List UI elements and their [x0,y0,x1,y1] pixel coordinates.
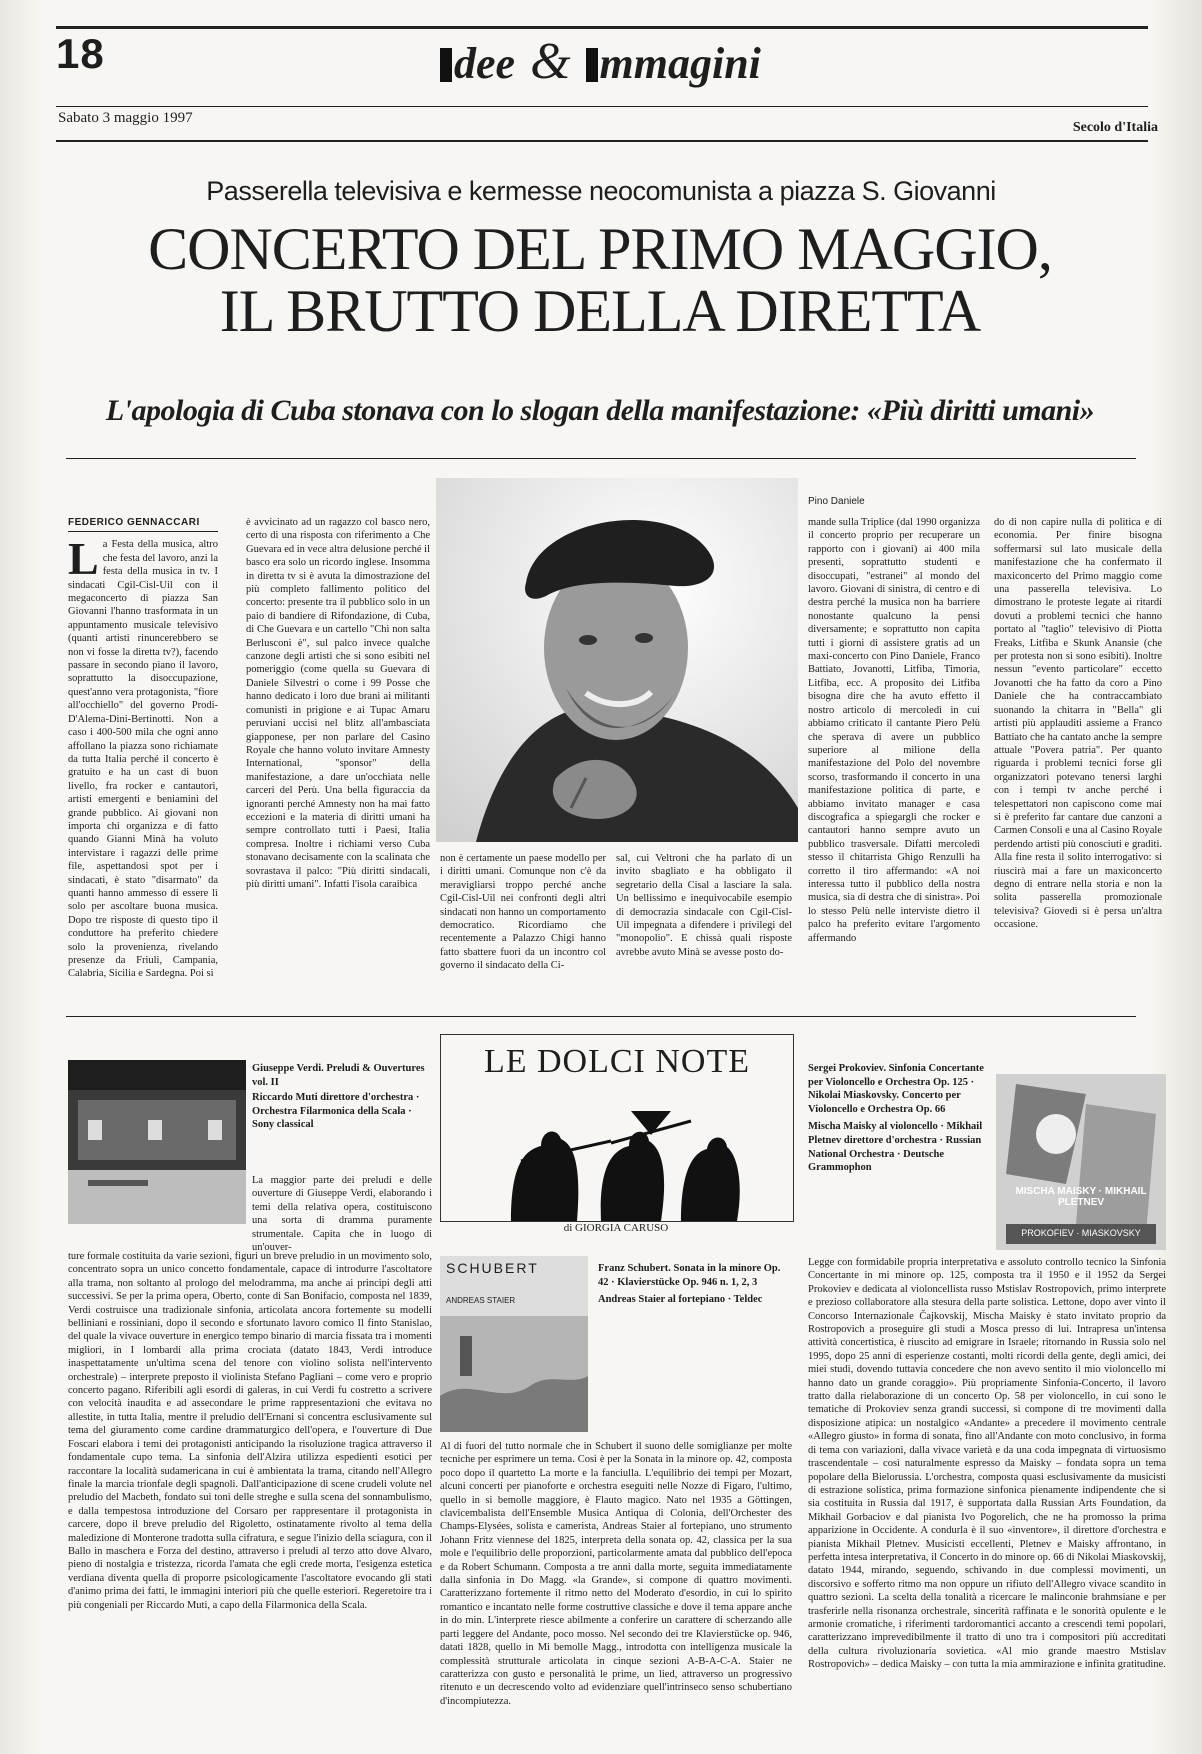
article-column-3 [440,852,606,986]
review-1-intro-text: La maggior parte dei preludi e delle ouverture di Giuseppe Verdi, elaborando i temi della relativa opera, costituiscono una sorta di dramma puramente strumentale. Capita che in luogo di un'ouver- [252,1175,432,1254]
section-ampersand: & [530,33,571,90]
schubert-cd-title: SCHUBERT [446,1260,539,1276]
portrait-image [436,478,798,842]
review-2-title: Franz Schubert. Sonata in la minore Op. 42 · Klavierstücke Op. 946 n. 1, 2, 3 [598,1263,781,1288]
music-box-title: LE DOLCI NOTE [483,1043,751,1080]
section-suffix: mmagini [599,39,761,88]
headline-line-2: IL BRUTTO DELLA DIRETTA [219,278,981,344]
newspaper-name: Secolo d'Italia [1072,120,1158,135]
prokoviev-cd-subtitle: PROKOFIEV · MIASKOVSKY [1021,1228,1141,1238]
article-column-2 [246,516,430,986]
prokoviev-cover-art [996,1074,1166,1250]
review-2-body-text: Al di fuori del tutto normale che in Schubert il suono delle somiglianze per molte tecniche per esprimere un tema. Così è per la Sonata in la minore op. 42, composta poco dopo il quartetto La morte e la fanciulla. L'equilibrio dei tempi per Mozart, alcuni concerti per pianoforte e orchestra eseguiti nelle Nozze di Figaro, l'ultimo, quello in si bemolle maggiore, è Flauto magico. Nato nel 1935 a Göttingen, clavicembalista dell'Ensemble Musica Antiqua di Colonia, dell'Orchester des Champs-Elysées, solista e camerista, Andreas Staier al fortepiano, uno strumento Johann Fritz viennese del 1825, interpreta della sonata op. 42, classica per la sua mole e l'equilibrio delle proporzioni, particolarmente amata dal pubblico dell'epoca e da Robert Schumann. Composta a tre anni dalla morte, seguita immediatamente dalla sinfonia in Do Magg. «la Grande», si compone di quattro movimenti. Caratterizzano fortemente il ritmo netto del Moderato d'esordio, in cui lo spirito romantico e incantato nelle forme costruttive classiche e dove il tema appare anche in do min. L'interprete riesce abilmente a conferire un carattere di scherzando alle parti leggere del Andante, poco mosso. Nel secondo dei tre Klavierstücke op. 946, datati 1828, quello in Mi bemolle Magg., introdotta con intelligenza musicale la complessità strutturale articolata in cinque sezioni A-B-A-C-A. Staier ne caratterizza con gusto e personalità le prime, un lied, attraverso un progressivo ritenuto e un decrescendo volto ad evidenziare quell'intrinseco senso schubertiano d'incompiutezza. [440,1441,792,1707]
article-column-4 [616,852,792,986]
column-1-text: a Festa della musica, altro che festa del lavoro, anzi la festa della musica in tv. I sindacati Cgil-Cisl-Uil con il megaconcerto di piazza San Giovanni l'hanno trasformata in un appuntamento musicale televisivo (quanti artisti rinuncerebbero se non vi fosse la diretta tv?), facendo passare in secondo piano il lavoro, soprattutto la disoccupazione, quest'anno vera protagonista, "fiore all'occhiello" del governo Prodi-D'Alema-Dini-Bertinotti. Non a caso i 400-500 mila che ogni anno affollano la piazza sono richiamate da tutta Italia perché il concerto è gratuito e ha un cast di buon livello, fra rocker e cantautori, artisti emergenti e beniamini del grande pubblico. Ai giovani non importa chi organizza e di fatto quando Gianni Minà ha voluto intervistare i ragazzi delle prime file, aspettandosi spot per i sindacati, è stato "disarmato" da quanti hanno ammesso di essere lì solo per ascoltare buona musica. Dopo tre risposte di questo tipo il conduttore ha preferito chiedere solo la provenienza, rivelando presenze da Friuli, Campania, Calabria, Sicilia e Sardegna. Poi si [68,539,218,980]
article-column-5 [808,516,980,986]
photo-caption: Pino Daniele [808,496,865,507]
column-6-text: do di non capire nulla di politica e di economia. Per finire bisogna soffermarsi sul lato musicale della manifestazione che ha confermato il maxiconcerto del Primo maggio come una passerella televisiva. Lo dimostrano le proteste legate ai ritardi dovuti a problemi tecnici che hanno portato al "taglio" televisivo di Piotta Freaks, Litfiba e Skunk Anansie (che per protesta non si sono esibiti). Inoltre nessun "evento particolare" eccetto Jovanotti che ha fatto da coro a Pino Daniele che ha contraccambiato suonando la chitarra in "Bella" gli artisti più applauditi assieme a Franco Battiato che ha cantato anche la sempre attuale "Povera patria". Per quanto riguarda i problemi tecnici forse gli organizzatori potevano tenersi larghi con i tempi tv anche perché i telespettatori non capiscono come mai si è preferito far cantare due canzoni a Carmen Consoli e una al Casino Royale perdendo artisti più conosciuti e graditi. Alla fine resta il solito interrogativo: si riuscirà mai a fare un maxiconcerto degno di entrare nella storia e non la solita passerella promozionale televisiva? Giovedì si è persa un'altra occasione. [994,517,1162,931]
music-box [440,1034,794,1222]
pino-daniele-photo [436,478,798,842]
review-3-body-text: Legge con formidabile propria interpretativa e assoluto controllo tecnico la Sinfonia Concertante in mi minore op. 125, composta tra il 1950 e il 1952 da Sergei Prokoviev e dedicata al violoncellista russo Mstislav Rostropovich, primo interprete e prezioso collaboratore alla stesura della parte solistica. Lettone, dopo aver vinto il Concorso Internazionale Čajkovskij, Mischa Maisky è stato invitato proprio da Rostropovich a proseguire gli studi a Mosca presso di lui. Intrapresa un'intensa attività concertistica, è riuscito ad emigrare in Israele; ritornando in Russia solo nel 1995, dopo 25 anni di esperienze costanti, molti ricordi della gente, degli amici, dei miei studi, dovendo tuttavia concedere che non avevo sentito il mio violoncello mi hanno dato un grande coraggio». Più propriamente Sinfonia-Concerto, il lavoro tratto dalla rielaborazione di un concerto Op. 58 per violoncello, in cui sono le tematiche di Prokoviev senza grandi successi, si compone di tre movimenti dalla disposizione atipica: un nostalgico «Andante» a precedere il movimento centrale «Allegro giusto» in forma di sonata, fino all'Andante con moto conclusivo, in forma di tema con variazioni, dalla vivace varietà e da una coda impegnata di virtuosismo trascendentale – così naturalmente espresso da Maisky – fondata sopra un tema popolare della Bielorussia. L'orchestra, composta quasi esclusivamente da musicisti di estrazione solistica, prima formazione sinfonica pienamente indipendente che si sia costituita in Russia dal 1917, è supportata dalla Russian Arts Foundation, da Mikhail Gorbaciov e dal pianista Ivo Pogorelich, che ne ha promosso la prima apparizione in Occidente. A condurla è il suo «inventore», il direttore d'orchestra e pianista Mikhail Pletnev. Musicisti eccellenti, Pletnev e Maisky affrontano, in perfetta intesa interpretativa, il Concerto in do minore op. 66 di Nikolai Miaskovskij, datato 1944, mirando, seguendo, schivando in due complessi movimenti, un discorsivo e sofferto ritmo ma non oppure un rifiuto dell'Allegro vivace scandito in quattro sezioni. La scelta della tonalità a ricercare le malinconie brahmsiane e per trasferirle nella risonanza orchestrale, sincerità raffinata e le sonorità opulente e le armonie cromatiche, i riferimenti tardoromantici accanto a crescendi temi popolari, caratterizzano imprevedibilmente il tratto di uno tra i compositori più accreditati della cultura rivoluzionaria sovietica. «Al mio grande maestro Mstislav Rostropovich» – dedica Maisky – con tutta la mia ammirazione e infinita gratitudine. [808,1257,1166,1671]
music-box-author: di GIORGIA CARUSO [563,1222,669,1234]
masthead-rule-2 [56,140,1148,142]
article-kicker: Passerella televisiva e kermesse neocomunista a piazza S. Giovanni [206,176,996,206]
issue-date: Sabato 3 maggio 1997 [58,110,193,126]
review-2-intro [598,1354,792,1432]
subhead-rule [66,458,1136,459]
review-1-header [252,1062,432,1132]
column-3-text: non è certamente un paese modello per i diritti umani. Comunque non c'è da meravigliarsi troppo perché anche Cgil-Cisl-Uil nei confronti degli altri sindacati non hanno un comportamento democratico. Ricordiamo che recentemente a Palazzo Chigi hanno fatto sbattere fuori da un incontro col governo il sindacato della Ci- [440,853,606,972]
review-3-credits: Mischa Maisky al violoncello · Mikhail Pletnev direttore d'orchestra · Russian National Orchestra · Deutsche Grammophon [808,1121,983,1174]
section-divider [66,1016,1136,1017]
verdi-cover-art [68,1060,246,1224]
article-byline: FEDERICO GENNACCARI [68,516,218,532]
column-5-text: mande sulla Triplice (dal 1990 organizza il concerto proprio per recuperare un rapporto con i giovani) ai 400 mila presenti, soprattutto studenti e disoccupati, "estranei" al mondo del lavoro. Giovani di sinistra, di centro e di destra perché la musica non ha barriere nonostante qualcuno la pensi diversamente; e soprattutto non capita tutti i giorni di assistere gratis ad un maxi-concerto con Pino Daniele, Franco Battiato, Jovanotti, Litfiba, Timoria, Litfiba, ecc. A proposito dei Litfiba bisogna dire che ha avuto effetto il nostro articolo di mercoledì in cui abbiamo criticato il cantante Piero Pelù che sperava di avere un pubblico superiore al milione della manifestazione del Polo del novembre scorso, trasformando il concerto in una manifestazione politica di parte, e abbiamo invitato manager e casa discografica a spiegargli che rocker e cantautori hanno sempre avuto un pubblico trasversale. Difatti mercoledì stesso il chitarrista Ghigo Renzulli ha corretto il tiro affermando: «A noi interessa tutto il pubblico della nostra musica, sia di destra che di sinistra». Poi lo stesso Pelù nelle interviste dietro il palco ha preferito evitare l'argomento affermando [808,517,980,944]
violinists-silhouette [481,1091,761,1221]
section-initial-bar [440,48,452,82]
verdi-cd-cover [68,1060,246,1224]
top-rule [56,26,1148,29]
column-4-text: sal, cui Veltroni che ha parlato di un invito sbagliato e ha obbligato il segretario della Cisal a lasciare la sala. Un bellissimo e inequivocabile esempio di democrazia sindacale con Cgil-Cisl-Uil impegnata a difendere i privilegi del "monopolio". E chissà quali risposte avrebbe avuto Minà se avesse posto do- [616,853,792,958]
article-column-6 [994,516,1162,986]
review-3-header [808,1062,984,1175]
review-1-body-text: ture formale costituita da varie sezioni, figuri un breve preludio in un movimento solo, concentrato sopra un unico concetto fondamentale, capace di introdurre l'ascoltatore alla trama, non soltanto al prologo del melodramma, ma anche ai principi degli atti successivi. Se per la prima opera, Oberto, conte di San Bonifacio, composta nel 1839, Verdi costruisce una tradizionale sinfonia, articolata ancora fortemente su modelli belliniani e rossiniani, dopo il secondo e sfortunato lavoro comico Il finto Stanislao, del quale la vivace ouverture in energico tempo binario di marcia fissata tra i momenti migliori, in I lombardi alla prima crociata (datato 1843, Verdi introduce inaspettatamente un'ultima scena del tenore con violino solista nell'intervento orchestrale) – interprete preposto il violinista Stefano Pagliani – come vero e proprio concerto pagano. Riferibili agli esordi di galeras, in cui Verdi fu costretto a scrivere con velocità inaudita e ad assecondare le prime rappresentazioni che evitava no allestite, in tutta Italia, mentre il preludio dell'Ernani si concentra esclusivamente sul tema del giuramento come cardine drammaturgico dell'opera, e l'ouverture di Due Foscari elabora i temi dei protagonisti anticipando la risoluzione tragica attraverso il fondamentale cupo tema. La sinfonia dell'Alzira utilizza espedienti esotici per raccontare la località sudamericana in cui è ambientata la trama, citando nell'Allegro finale la marcia trionfale degli spagnoli. Dall'anticipazione di scene crudeli volute nel preludio del Macbeth, fondato sui toni delle streghe e sulla scena del sonnambulismo, e dalla tempestosa introduzione del Corsaro per rappresentare il protagonista in carcere, dopo il breve preludio del Rigoletto, ostinatamente rivolto al tema della maledizione di Monterone tradotta sulla cifratura, e segue l'inizio della sciagura, con il Ballo in maschera e Forza del destino, attraverso i preludi al terzo atto dove Alvaro, pieno di nostalgia e tristezza, ricorda l'amata che egli crede morta, l'esigenza estetica verdiana diventa quella di proporre psicologicamente l'ascoltatore evocando gli stati d'animo prima dei fatti, le immagini interiori più che quelle esteriori. Regeretoire tra i più congeniali per Riccardo Muti, a capo della Filarmonica della Scala. [68,1251,432,1611]
review-1-title: Giuseppe Verdi. Preludi & Ouvertures vol. II [252,1063,425,1088]
review-2-credits: Andreas Staier al fortepiano · Teldec [598,1294,763,1306]
prokoviev-cd-title: MISCHA MAISKY · MIKHAIL PLETNEV [1015,1186,1147,1208]
review-3-body [808,1256,1166,1710]
headline-line-1: CONCERTO DEL PRIMO MAGGIO, [148,216,1052,282]
column-2-text: è avvicinato ad un ragazzo col basco nero, certo di una risposta con riferimento a Che Guevara ed in vece altra delusione perché il basco era solo un ricordo inglese. Insomma in diretta tv si è avuta la dimostrazione del più completo fallimento politico del concerto: presente tra il pubblico solo in un paio di bandiere di Rifondazione, di Cuba, di Che Guevara e un cartello "Chi non salta Berlusconi è", sul palco invece qualche canzone degli artisti che si sono esibiti nel pomeriggio (come quella su Guevara di Daniele Silvestri o come i 99 Posse che hanno dedicato i loro due brani ai militanti comunisti in prigione e ai Tupac Amaru peruviani uccisi nel blitz all'ambasciata giapponese, per non parlare del Casino Royale che hanno voluto invitare Amnesty International, "sponsor" della manifestazione, a dare un'occhiata nelle carceri del Perù. Una bella figuraccia da ignoranti perché Amnesty non ha mai fatto eccezioni e la materia di diritti umani ha sempre controllato tutti i Paesi, Italia compresa. Inoltre i richiami verso Cuba stonavano decisamente con la scalinata che sovrastava il palco: "Più diritti sindacali, più diritti umani". Infatti l'isola caraibica [246,517,430,890]
article-column-1 [68,516,218,986]
article-headline [40,218,1160,342]
review-2-body [440,1440,792,1710]
review-1-intro [252,1174,432,1254]
prokoviev-cd-cover [996,1074,1166,1250]
review-2-header [598,1262,792,1307]
section-prefix: dee [454,39,516,88]
schubert-cd-artist: ANDREAS STAIER [446,1296,516,1305]
schubert-cover-art [440,1316,588,1432]
article-subhead: L'apologia di Cuba stonava con lo slogan della manifestazione: «Più diritti umani» [105,394,1095,427]
drop-cap: L [68,533,99,585]
section-title [440,32,761,91]
masthead-rule-1 [56,106,1148,107]
review-1-credits: Riccardo Muti direttore d'orchestra · Orchestra Filarmonica della Scala · Sony classical [252,1092,420,1131]
section-initial-bar-2 [586,48,598,82]
page-number: 18 [56,30,105,77]
review-1-body [68,1250,432,1710]
schubert-cd-cover [440,1256,588,1432]
review-3-title: Sergei Prokoviev. Sinfonia Concertante per Violoncello e Orchestra Op. 125 · Nikolai Miaskovsky. Concerto per Violoncello e Orchestra Op. 66 [808,1063,984,1115]
